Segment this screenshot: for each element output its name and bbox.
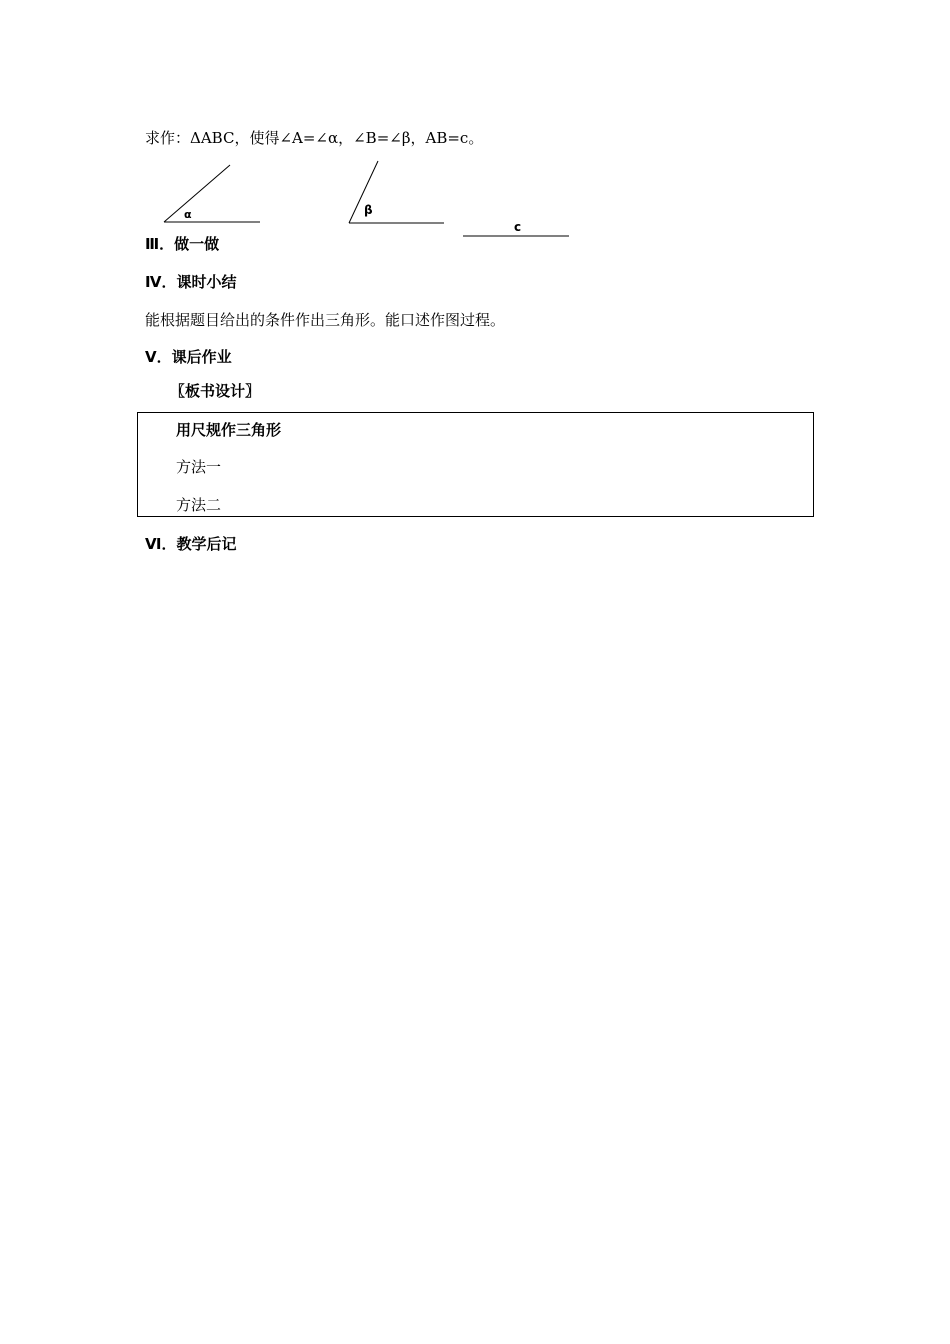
angle-alpha-label: α — [184, 208, 192, 221]
angle-beta-figure — [349, 161, 444, 223]
section-6-heading: Ⅵ．教学后记 — [145, 535, 237, 553]
section-3-heading: Ⅲ．做一做 — [145, 235, 220, 253]
segment-c-figure — [463, 220, 569, 236]
angle-alpha-figure — [164, 165, 260, 222]
board-design-box — [137, 412, 814, 517]
summary-text: 能根据题目给出的条件作出三角形。能口述作图过程。 — [145, 311, 506, 329]
board-method-2: 方法二 — [176, 496, 222, 514]
section-5-heading: Ⅴ．课后作业 — [145, 348, 232, 366]
segment-c-label: c — [514, 220, 522, 234]
board-design-heading: 〖板书设计〗 — [170, 382, 261, 400]
angle-alpha-slant-ray — [164, 165, 230, 222]
board-title: 用尺规作三角形 — [176, 421, 282, 439]
angle-beta-label: β — [364, 203, 373, 217]
board-method-1: 方法一 — [176, 458, 222, 476]
given-figures — [0, 150, 950, 250]
section-4-heading: Ⅳ．课时小结 — [145, 273, 237, 291]
task-statement: 求作：ΔABC，使得∠A=∠α，∠B=∠β，AB=c。 — [145, 129, 484, 147]
